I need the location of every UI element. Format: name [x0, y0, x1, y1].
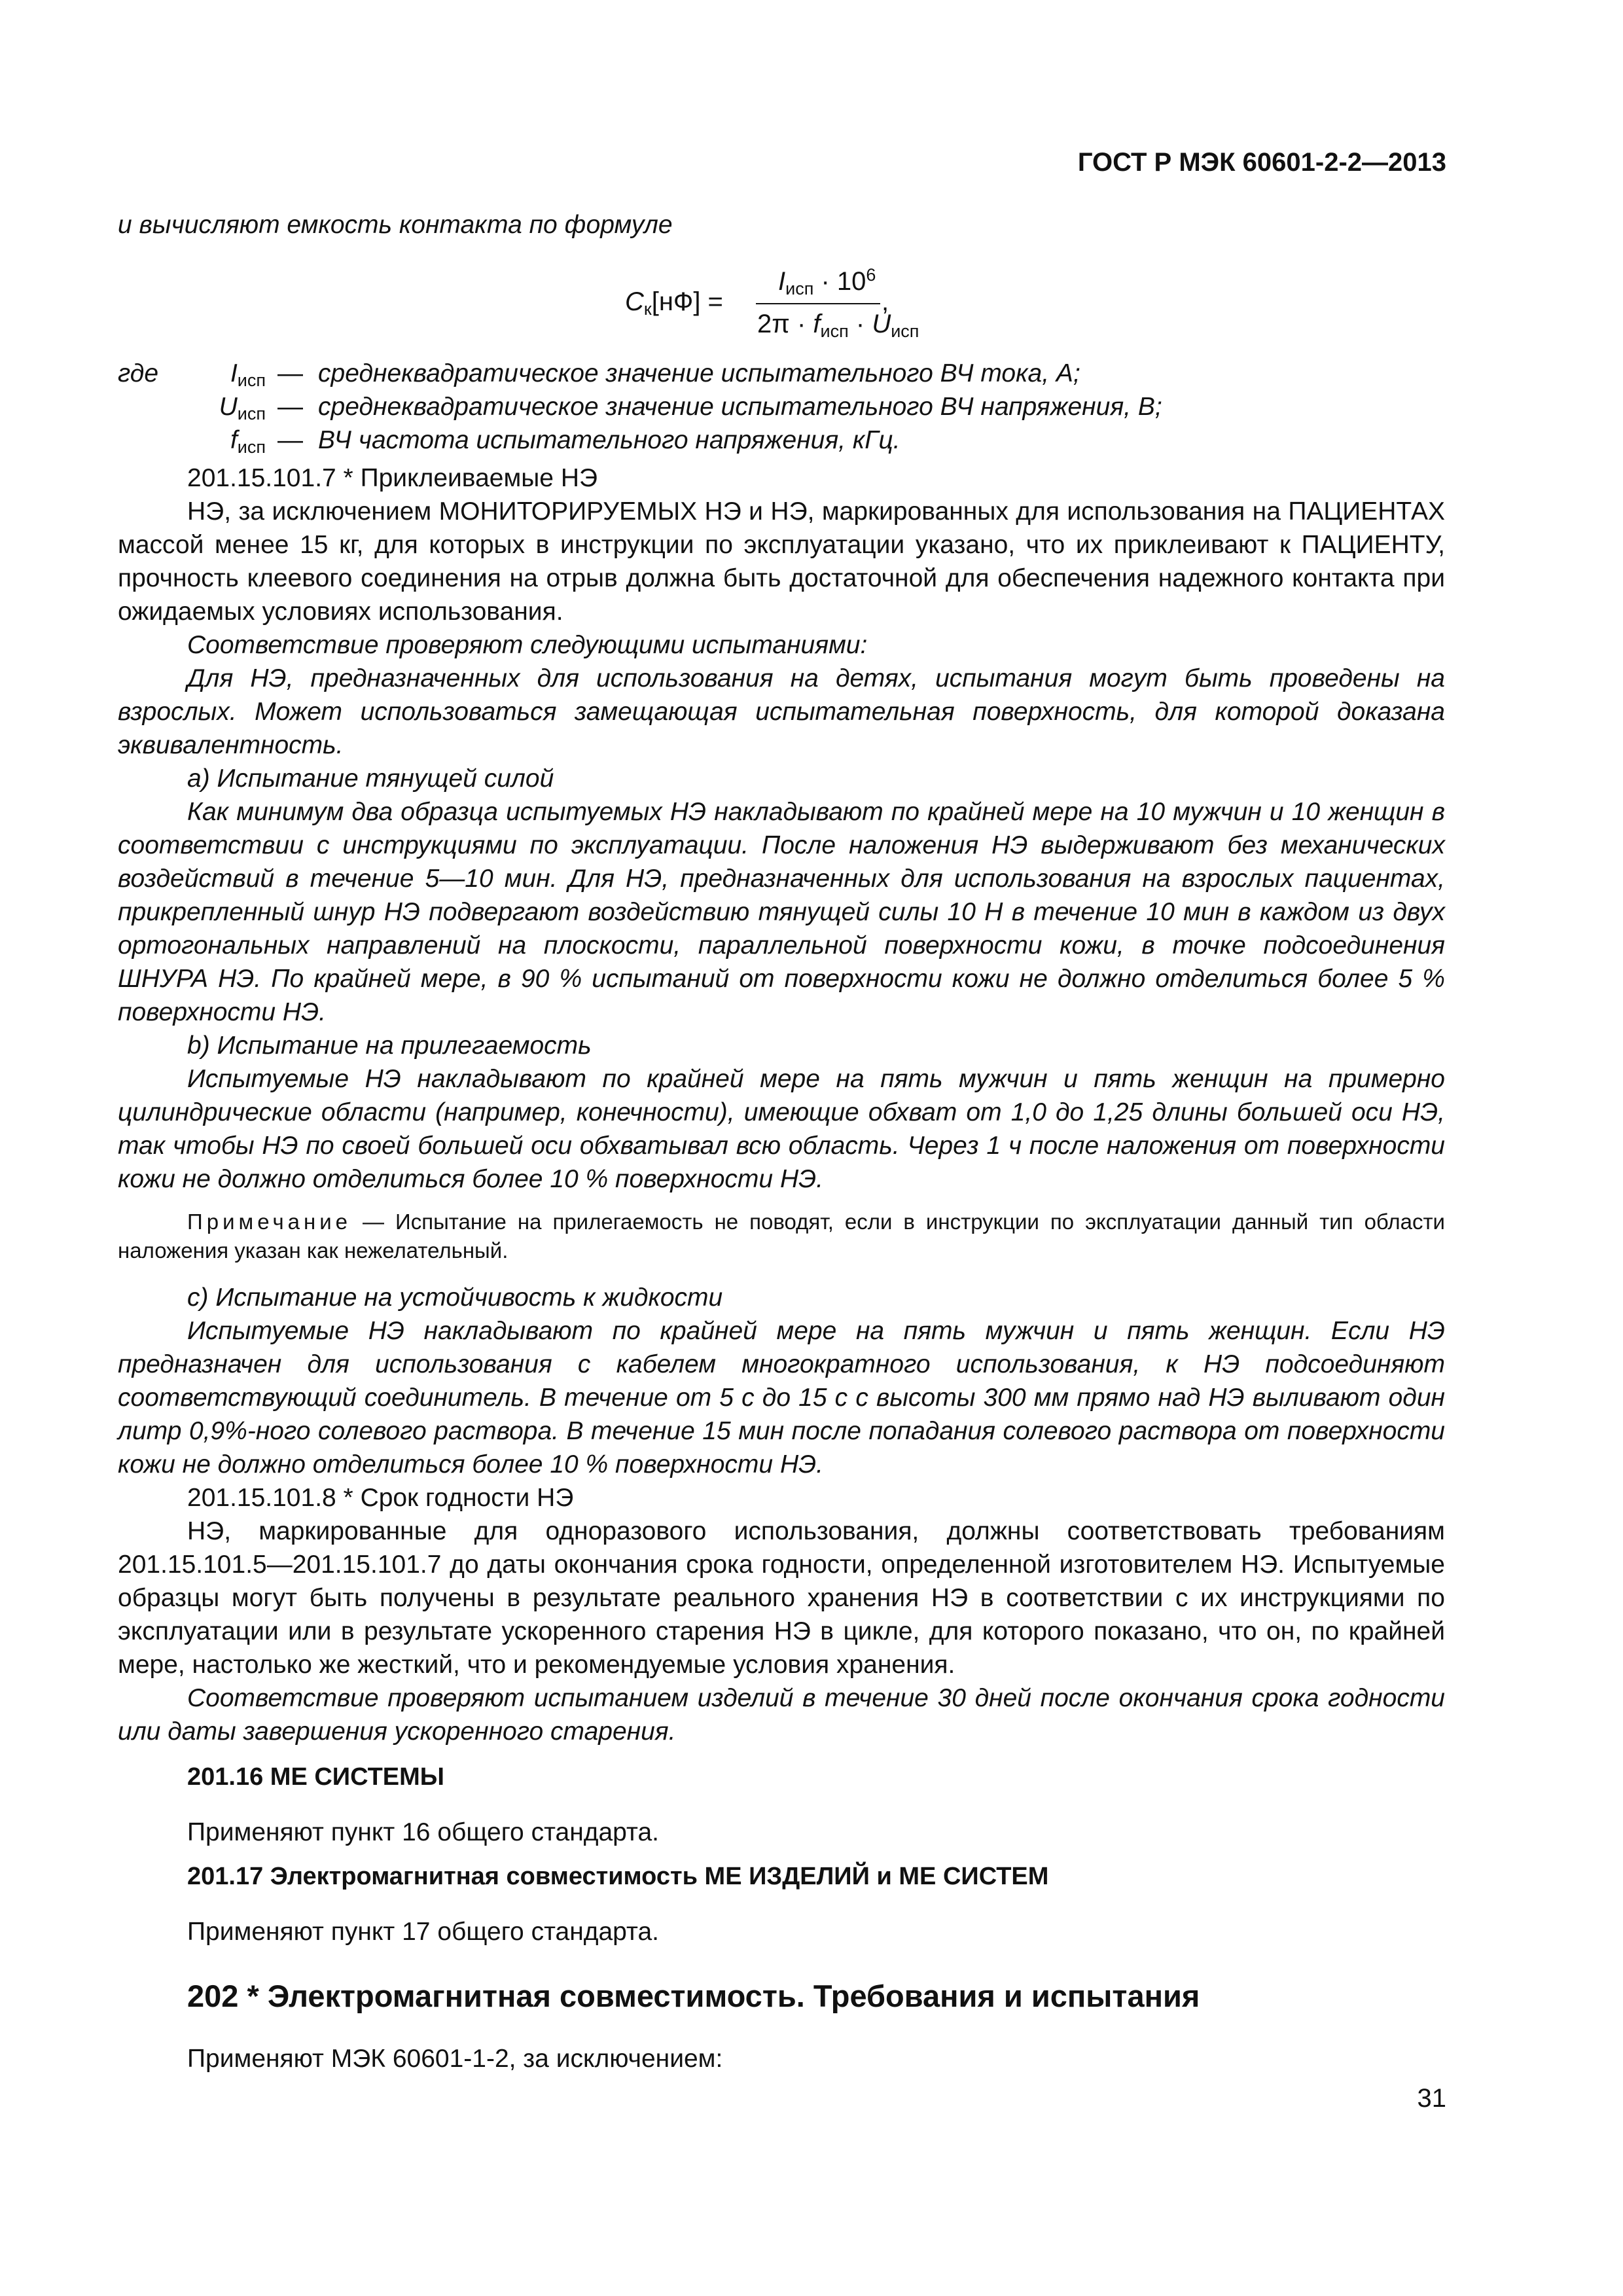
test-a-title: a) Испытание тянущей силой [187, 764, 554, 793]
paragraph-202: Применяют МЭК 60601-1-2, за исключением: [187, 2045, 723, 2073]
test-b-title: b) Испытание на прилегаемость [187, 1031, 592, 1060]
test-c-body: Испытуемые НЭ накладывают по крайней мере на пять мужчин и пять женщин. Если НЭ предназначен для использования с кабелем многократного использования, к НЭ подсоединяют соответствующий соединитель. В течение от 5 с до 15 с с высоты 300 мм прямо над НЭ выливают один литр 0,9%-ного солевого раствора. В течение 15 мин после попадания солевого раствора от поверхности кожи не должно отделиться более 10 % поверхности НЭ. [118, 1317, 1445, 1479]
section-title-201-15-101-8: 201.15.101.8 * Срок годности НЭ [187, 1484, 574, 1512]
heading-202: 202 * Электромагнитная совместимость. Требования и испытания [187, 1979, 1200, 2013]
test-b-body: Испытуемые НЭ накладывают по крайней мере на пять мужчин и пять женщин на примерно цилиндрические области (например, конечности), имеющие обхват от 1,0 до 1,25 длины большей оси НЭ, так чтобы НЭ по своей большей оси обхватывал всю область. Через 1 ч после наложения от поверхности кожи не должно отделиться более 10 % поверхности НЭ. [118, 1065, 1445, 1193]
paragraph-201-16: Применяют пункт 16 общего стандарта. [187, 1818, 659, 1846]
note-label: Примечание [187, 1210, 352, 1234]
document-page: ГОСТ Р МЭК 60601-2-2—2013 и вычисляют емкость контакта по формуле $C_к[нФ]$ = $I_{исп} \cdot 10^6$ $2\pi \cdot f_{исп} \cdot U_{исп}$ , где $I_{исп}$ — среднеквадратическое значение испытательного ВЧ тока, А; $U_{исп}$ — среднеквадратическое значение испытательного ВЧ напряжения, В; $f_{исп}$ — ВЧ частота испытательного напряжения, кГц. 201.15.101.7 * Приклеиваемые НЭ НЭ, за исключением МОНИТОРИРУЕМЫХ НЭ и НЭ, маркированных для использования на ПАЦИЕНТАХ массой менее 15 кг, для которых в инструкции по эксплуатации указано, что их приклеивают к ПАЦИЕНТУ, прочность клеевого соединения на отрыв должна быть достаточной для обеспечения надежного контакта при ожидаемых условиях использования. Соответствие проверяют следующими испытаниями: Для НЭ, предназначенных для использования на детях, испытания могут быть проведены на взрослых. Может использоваться замещающая испытательная поверхность, для которой доказана эквивалентность. a) Испытание тянущей силой Как минимум два образца испытуемых НЭ накладывают по крайней мере на 10 мужчин и 10 женщин в соответствии с инструкциями по эксплуатации. После наложения НЭ выдерживают без механических воздействий в течение 5—10 мин. Для НЭ, предназначенных для использования на взрослых пациентах, прикрепленный шнур НЭ подвергают воздействию тянущей силы 10 Н в течение 10 мин в каждом из двух ортогональных направлений на плоскости, параллельной поверхности кожи, в точке подсоединения ШНУРА НЭ. По крайней мере, в 90 % испытаний от поверхности кожи не должно отделиться более 5 % поверхности НЭ. b) Испытание на прилегаемость Испытуемые НЭ накладывают по крайней мере на пять мужчин и пять женщин на примерно цилиндрические области (например, конечности), имеющие обхват от 1,0 до 1,25 длины большей оси НЭ, так чтобы НЭ по своей большей оси обхватывал всю область. Через 1 ч после наложения от поверхности кожи не должно отделиться более 10 % поверхности НЭ. Примечание — Испытание на прилегаемость не поводят, если в инструкции по эксплуатации данный тип области наложения указан как нежелательный. c) Испытание на устойчивость к жидкости Испытуемые НЭ накладывают по крайней мере на пять мужчин и пять женщин. Если НЭ предназначен для использования с кабелем многократного использования, к НЭ подсоединяют соответствующий соединитель. В течение от 5 с до 15 с с высоты 300 мм прямо над НЭ выливают один литр 0,9%-ного солевого раствора. В течение 15 мин после попадания солевого раствора от поверхности кожи не должно отделиться более 10 % поверхности НЭ. 201.15.101.8 * Срок годности НЭ НЭ, маркированные для одноразового использования, должны соответствовать требованиям 201.15.101.5—201.15.101.7 до даты окончания срока годности, определенной изготовителем НЭ. Испытуемые образцы могут быть получены в результате реального хранения НЭ в соответствии с их инструкциями по эксплуатации или в результате ускоренного старения НЭ в цикле, для которого показано, что он, по крайней мере, настолько же жесткий, что и рекомендуемые условия хранения. Соответствие проверяют испытанием изделий в течение 30 дней после окончания срока годности или даты завершения ускоренного старения. 201.16 МЕ СИСТЕМЫ Применяют пункт 16 общего стандарта. 201.17 Электромагнитная совместимость МЕ ИЗДЕЛИЙ и МЕ СИСТЕМ Применяют пункт 17 общего стандарта. 202 * Электромагнитная совместимость. Требования и испытания Применяют МЭК 60601-1-2, за исключением: 31 [118, 148, 1446, 2113]
test-a-body: Как минимум два образца испытуемых НЭ накладывают по крайней мере на 10 мужчин и 10 женщин в соответствии с инструкциями по эксплуатации. После наложения НЭ выдерживают без механических воздействий в течение 5—10 мин. Для НЭ, предназначенных для использования на взрослых пациентах, прикрепленный шнур НЭ подвергают воздействию тянущей силы 10 Н в течение 10 мин в каждом из двух ортогональных направлений на плоскости, параллельной поверхности кожи, в точке подсоединения ШНУРА НЭ. По крайней мере, в 90 % испытаний от поверхности кожи не должно отделиться более 5 % поверхности НЭ. [118, 798, 1445, 1026]
paragraph-shelf-life: НЭ, маркированные для одноразового использования, должны соответствовать требованиям 201.15.101.5—201.15.101.7 до даты окончания срока годности, определенной изготовителем НЭ. Испытуемые образцы могут быть получены в результате реального хранения НЭ в соответствии с их инструкциями по эксплуатации или в результате ускоренного старения НЭ в цикле, для которого показано, что он, по крайней мере, настолько же жесткий, что и рекомендуемые условия хранения. [118, 1517, 1445, 1679]
note-text: — Испытание на прилегаемость не поводят, если в инструкции по эксплуатации данный тип области наложения указан как нежелательный. [118, 1210, 1445, 1263]
formula-numerator: $I_{исп} \cdot 10^6$ [778, 265, 876, 298]
standard-header: ГОСТ Р МЭК 60601-2-2—2013 [1077, 148, 1446, 177]
paragraph-adhesive: НЭ, за исключением МОНИТОРИРУЕМЫХ НЭ и НЭ, маркированных для использования на ПАЦИЕНТАХ массой менее 15 кг, для которых в инструкции по эксплуатации указано, что их приклеивают к ПАЦИЕНТУ, прочность клеевого соединения на отрыв должна быть достаточной для обеспечения надежного контакта при ожидаемых условиях использования. [118, 497, 1445, 626]
compliance-statement: Соответствие проверяют следующими испытаниями: [187, 631, 868, 659]
note [118, 1208, 1445, 1265]
test-c-title: c) Испытание на устойчивость к жидкости [187, 1283, 723, 1312]
paragraph-children: Для НЭ, предназначенных для использования на детях, испытания могут быть проведены на взрослых. Может использоваться замещающая испытательная поверхность, для которой доказана эквивалентность. [118, 664, 1445, 759]
page-number: 31 [1417, 2084, 1446, 2113]
fraction-bar [756, 303, 880, 304]
formula-intro: и вычисляют емкость контакта по формуле [118, 211, 673, 239]
formula-comma: , [882, 287, 889, 316]
paragraph-201-17: Применяют пункт 17 общего стандарта. [187, 1918, 659, 1946]
paragraph-shelf-life-compliance: Соответствие проверяют испытанием изделий в течение 30 дней после окончания срока годности или даты завершения ускоренного старения. [118, 1684, 1445, 1746]
formula-lhs: $C_к[нФ]$ = [625, 287, 723, 319]
heading-201-16: 201.16 МЕ СИСТЕМЫ [187, 1763, 445, 1791]
heading-201-17: 201.17 Электромагнитная совместимость МЕ ИЗДЕЛИЙ и МЕ СИСТЕМ [187, 1863, 1049, 1890]
section-title-201-15-101-7: 201.15.101.7 * Приклеиваемые НЭ [187, 464, 598, 492]
formula-denominator: $2\pi \cdot f_{исп} \cdot U_{исп}$ [757, 310, 919, 341]
